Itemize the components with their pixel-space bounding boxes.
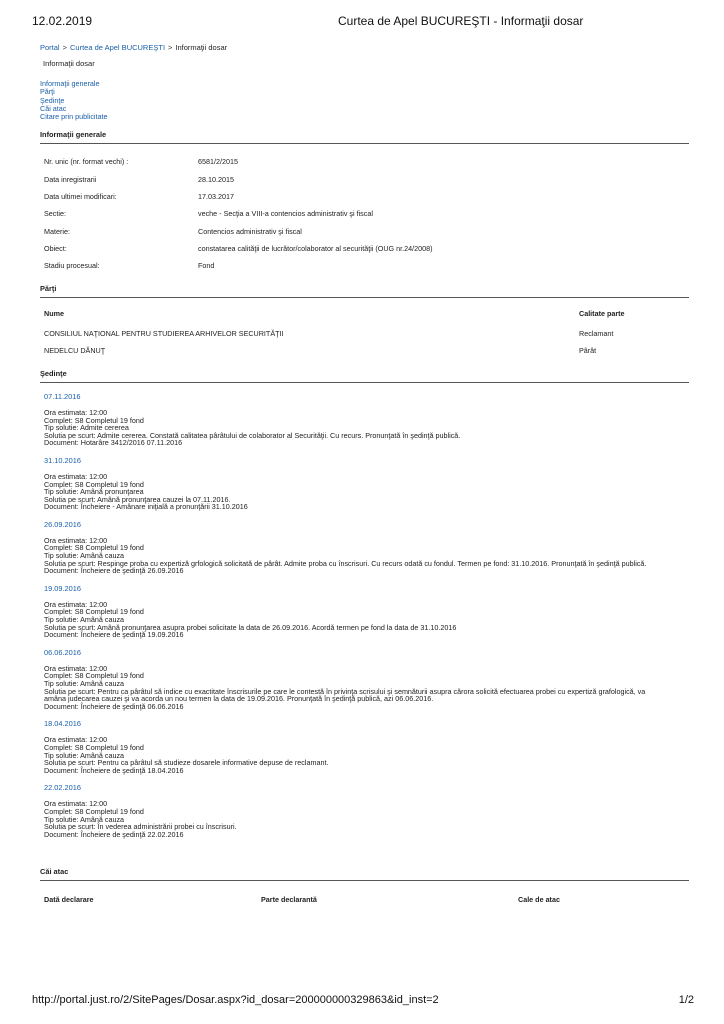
nav-informatii-generale[interactable]: Informaţii generale	[40, 79, 100, 88]
info-row	[40, 258, 689, 275]
hearing-item	[40, 784, 689, 838]
hearing-detail-line: Solutia pe scurt: Pentru ca pârâtul să indice cu exactitate înscrisurile pe care le contestă în privinţa scrisului şi semnăturii asupra cărora solicită efectuarea probei cu expertiză grafologică, va	[44, 686, 646, 696]
breadcrumb-separator: >	[62, 43, 67, 52]
hearing-detail-line: Ora estimata: 12:00	[44, 535, 108, 545]
hearing-detail-line: Solutia pe scurt: Amână pronunţarea asupra probei solicitate la data de 26.09.2016. Acordă termen pe fond la data de 31.10.2016	[44, 622, 457, 632]
hearing-item	[40, 649, 689, 711]
parties-header-role: Calitate parte	[579, 308, 625, 318]
hearing-detail-line: Document: Încheiere de şedinţă 18.04.2016	[44, 765, 184, 775]
hearing-detail-line: Complet: S8 Completul 19 fond	[44, 742, 144, 752]
print-title: Curtea de Apel BUCUREŞTI - Informaţii dosar	[338, 14, 584, 28]
party-role: Pârât	[579, 346, 597, 356]
hearing-detail-line: Ora estimata: 12:00	[44, 599, 108, 609]
hearing-detail-line: Tip solutie: Amână cauza	[44, 750, 125, 760]
party-row	[40, 325, 689, 343]
hearing-detail-line: Tip solutie: Admite cererea	[44, 423, 129, 433]
nav-parti[interactable]: Părţi	[40, 87, 55, 97]
hearing-date-link[interactable]: 19.09.2016	[44, 583, 81, 593]
hearing-detail-line: Complet: S8 Completul 19 fond	[44, 671, 144, 681]
hearing-date-link[interactable]: 31.10.2016	[44, 455, 81, 465]
section-title-parti: Părţi	[40, 285, 689, 298]
hearing-detail-line: Solutia pe scurt: Amână pronunţarea cauzei la 07.11.2016.	[44, 494, 231, 504]
general-info-table	[40, 154, 689, 275]
info-row	[40, 223, 689, 240]
info-label: Obiect:	[44, 243, 67, 253]
party-name: CONSILIUL NAŢIONAL PENTRU STUDIEREA ARHIVELOR SECURITĂŢII	[44, 328, 284, 338]
hearing-detail-line: Document: Hotarâre 3412/2016 07.11.2016	[44, 438, 183, 448]
info-value: Contencios administrativ şi fiscal	[198, 226, 302, 236]
hearing-detail-line: Tip solutie: Amână pronunţarea	[44, 487, 144, 497]
hearing-date-link[interactable]: 07.11.2016	[44, 391, 81, 401]
hearing-item	[40, 720, 689, 774]
hearing-detail-line: Complet: S8 Completul 19 fond	[44, 543, 144, 553]
hearing-detail-line: Solutia pe scurt: Respinge proba cu expertiză grfologică solicitată de pârât. Admite proba cu înscrisuri. Cu recurs odată cu fondul. Termen pe fond: 31.10.2016. Pronunţată în şedinţă publică.	[44, 558, 647, 568]
info-value: Fond	[198, 261, 215, 271]
hearing-detail-line: Tip solutie: Amână cauza	[44, 814, 125, 824]
appeals-header-date: Dată declarare	[44, 894, 94, 904]
hearing-detail-line: Ora estimata: 12:00	[44, 799, 108, 809]
hearing-detail-line: Solutia pe scurt: În vederea administrării probei cu înscrisuri.	[44, 822, 237, 832]
print-header	[32, 14, 694, 30]
info-label: Stadiu procesual:	[44, 261, 100, 271]
hearing-detail-line: Complet: S8 Completul 19 fond	[44, 607, 144, 617]
hearing-date-link[interactable]: 26.09.2016	[44, 519, 81, 529]
hearing-date-link[interactable]: 18.04.2016	[44, 719, 81, 729]
page-number: 1/2	[678, 994, 694, 1006]
parties-header-name: Nume	[44, 308, 64, 318]
info-value: 6581/2/2015	[198, 157, 238, 167]
hearing-detail-line: Tip solutie: Amână cauza	[44, 679, 125, 688]
hearing-detail-line: Complet: S8 Completul 19 fond	[44, 415, 144, 425]
appeals-header-party: Parte declarantă	[261, 894, 317, 904]
hearing-detail-line: Document: Încheiere de şedinţă 26.09.2016	[44, 566, 184, 576]
page-content	[40, 44, 689, 906]
party-name: NEDELCU DĂNUŢ	[44, 346, 106, 356]
hearing-detail-line: Solutia pe scurt: Admite cererea. Constată calitatea pârâtului de colaborator al Securităţii. Cu recurs. Pronunţată în şedinţă publică.	[44, 430, 461, 440]
info-value: 28.10.2015	[198, 174, 234, 184]
breadcrumb-portal[interactable]: Portal	[40, 43, 60, 52]
parties-table	[40, 310, 689, 361]
hearing-item	[40, 393, 689, 447]
print-date: 12.02.2019	[32, 14, 93, 28]
info-value: 17.03.2017	[198, 192, 234, 202]
party-role: Reclamant	[579, 328, 614, 338]
hearing-detail-line: Ora estimata: 12:00	[44, 663, 108, 673]
page-title: Informaţii dosar	[43, 59, 95, 68]
hearing-detail-line: Ora estimata: 12:00	[44, 407, 108, 417]
nav-sedinte[interactable]: Şedinţe	[40, 95, 65, 105]
breadcrumb-separator: >	[168, 43, 173, 52]
hearing-item	[40, 457, 689, 511]
nav-citare-publicitate[interactable]: Citare prin publicitate	[40, 112, 108, 122]
hearings-list	[40, 393, 689, 838]
hearing-detail-line: Ora estimata: 12:00	[44, 735, 108, 745]
hearing-detail-line: Ora estimata: 12:00	[44, 471, 108, 481]
hearing-detail-line: amâna judecarea cauzei şi va acorda un nou termen la data de 19.09.2016. Pronunţată în şedinţă publică, azi 06.06.2016.	[44, 694, 434, 704]
section-title-informatii-generale: Informaţii generale	[40, 131, 689, 144]
hearing-detail-line: Tip solutie: Amână cauza	[44, 615, 125, 625]
hearing-date-link[interactable]: 06.06.2016	[44, 647, 81, 657]
info-row	[40, 189, 689, 206]
info-label: Data ultimei modificari:	[44, 192, 117, 202]
info-label: Data inregistrarii	[44, 174, 97, 184]
breadcrumb	[40, 44, 689, 56]
print-url: http://portal.just.ro/2/SitePages/Dosar.aspx?id_dosar=200000000329863&id_inst=2	[32, 994, 439, 1006]
info-label: Sectie:	[44, 209, 66, 219]
appeals-table	[40, 895, 689, 906]
section-title-sedinte: Şedinţe	[40, 370, 689, 383]
info-row	[40, 241, 689, 258]
hearing-detail-line: Complet: S8 Completul 19 fond	[44, 806, 144, 816]
info-row	[40, 171, 689, 188]
hearing-item	[40, 585, 689, 639]
breadcrumb-current: Informaţii dosar	[175, 43, 228, 52]
hearing-detail-line: Document: Încheiere de şedinţă 22.02.2016	[44, 829, 184, 839]
hearing-detail-line: Document: Încheiere de şedinţă 19.09.2016	[44, 630, 184, 640]
section-title-cai-atac: Căi atac	[40, 868, 689, 881]
hearing-detail-line: Tip solutie: Amână cauza	[44, 551, 125, 561]
hearing-item	[40, 521, 689, 575]
info-label: Nr. unic (nr. format vechi) :	[44, 157, 129, 167]
breadcrumb-court[interactable]: Curtea de Apel BUCUREŞTI	[69, 43, 166, 52]
section-nav	[40, 80, 689, 121]
hearing-date-link[interactable]: 22.02.2016	[44, 783, 81, 793]
info-row	[40, 154, 689, 171]
appeals-header-type: Cale de atac	[518, 894, 560, 904]
hearing-detail-line: Document: Încheiere - Amânare iniţială a pronunţării 31.10.2016	[44, 502, 248, 512]
info-label: Materie:	[44, 226, 70, 236]
info-value: constatarea calităţii de lucrător/colaborator al securităţii (OUG nr.24/2008)	[198, 243, 433, 253]
nav-cai-atac[interactable]: Căi atac	[40, 103, 67, 113]
party-row	[40, 343, 689, 361]
hearing-detail-line: Document: Încheiere de şedinţă 06.06.2016	[44, 701, 184, 711]
hearing-detail-line: Solutia pe scurt: Pentru ca pârâtul să studieze dosarele informative depuse de reclamant.	[44, 758, 329, 768]
hearing-detail-line: Complet: S8 Completul 19 fond	[44, 479, 144, 489]
info-row	[40, 206, 689, 223]
info-value: veche - Secţia a VIII-a contencios administrativ şi fiscal	[198, 209, 373, 219]
